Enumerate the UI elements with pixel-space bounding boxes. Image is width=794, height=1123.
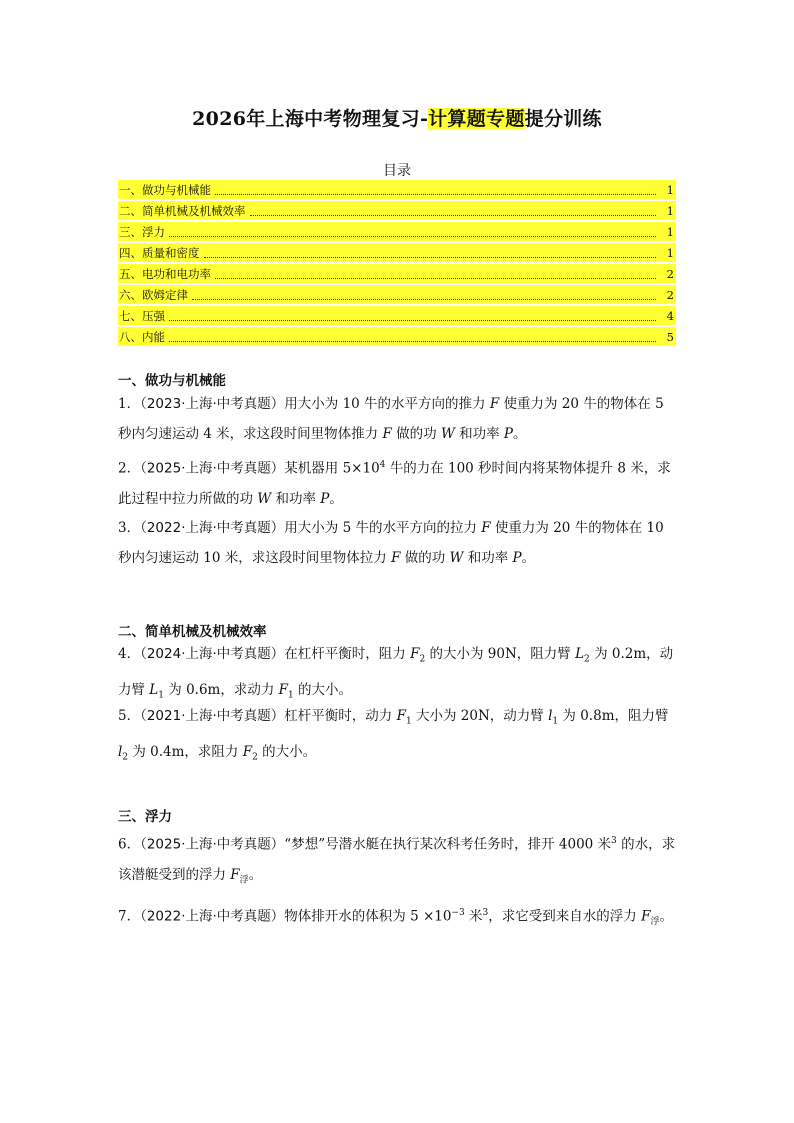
variable: l — [118, 743, 123, 760]
question-text: 和功率 — [454, 426, 504, 442]
subscript: 2 — [419, 654, 426, 665]
variable: F — [481, 520, 491, 536]
question-4 — [118, 639, 680, 710]
question-text: 的水，求该潜艇受到的浮力 — [118, 836, 676, 883]
toc-leader — [215, 184, 656, 195]
question-text: 为 0.4m，求阻力 — [128, 743, 243, 760]
subscript: 1 — [288, 690, 294, 701]
variable: W — [449, 550, 464, 566]
toc-entry[interactable] — [118, 285, 676, 304]
variable: P — [320, 490, 330, 507]
question-2 — [118, 450, 680, 514]
exponent: 4 — [379, 460, 386, 470]
question-text: 。 — [248, 866, 263, 883]
title-highlight: 计算题专题 — [428, 108, 525, 130]
toc-leader — [169, 226, 656, 237]
question-text: 使重力为 20 牛的物体在 10 秒内匀速运动 10 米，求这段时间里物体拉力 — [118, 520, 664, 566]
question-text: 大小为 20N，动力臂 — [411, 708, 549, 724]
toc-entry-label: 六、欧姆定律 — [119, 287, 188, 302]
section-heading: 一、做功与机械能 — [118, 373, 226, 389]
toc-entry[interactable] — [118, 306, 676, 325]
question-text: 某机器用 5×10 — [284, 460, 380, 477]
question-source: （2025·上海·中考真题） — [140, 836, 285, 853]
toc-entry-label: 四、质量和密度 — [119, 245, 200, 260]
question-text: 用大小为 10 牛的水平方向的推力 — [284, 396, 490, 412]
variable: l — [548, 708, 553, 724]
toc-entry-label: 五、电功和电功率 — [119, 266, 211, 281]
question-3 — [118, 513, 680, 573]
question-number: 2． — [118, 460, 141, 477]
subscript: 浮 — [239, 875, 249, 886]
variable: F — [382, 426, 392, 442]
question-text: 。 — [521, 550, 536, 566]
question-text: 牛的力在 100 秒时间内将某物体提升 8 米，求此过程中拉力所做的功 — [118, 460, 671, 507]
question-5 — [118, 701, 680, 772]
subscript: 2 — [252, 752, 258, 763]
question-text: 用大小为 5 牛的水平方向的拉力 — [284, 520, 482, 536]
question-7 — [118, 898, 680, 937]
toc-entry[interactable] — [118, 327, 676, 346]
question-text: 。 — [329, 490, 343, 507]
toc-page-number: 1 — [666, 203, 674, 218]
exponent: 3 — [482, 908, 489, 918]
question-number: 4． — [118, 646, 141, 662]
question-text: 为 0.2m，动力臂 — [118, 646, 674, 698]
toc-page-number: 1 — [666, 224, 674, 239]
subscript: 1 — [158, 690, 164, 701]
question-text: 的大小。 — [257, 743, 317, 760]
subscript: 1 — [405, 716, 412, 727]
toc-leader — [169, 331, 656, 342]
question-text: 杠杆平衡时，动力 — [284, 708, 397, 724]
question-text: 在杠杆平衡时，阻力 — [284, 646, 411, 662]
question-text: ，求它受到来自水的浮力 — [488, 908, 642, 925]
document-title — [0, 104, 794, 131]
variable: F — [489, 396, 500, 412]
question-source: （2023·上海·中考真题） — [140, 396, 285, 412]
question-source: （2021·上海·中考真题） — [140, 708, 285, 724]
question-text: 。 — [659, 908, 673, 925]
toc-leader — [215, 268, 656, 279]
variable: F — [410, 646, 420, 662]
question-text: 做的功 — [400, 550, 450, 566]
question-number: 3． — [118, 520, 141, 536]
table-of-contents — [118, 180, 676, 348]
question-6 — [118, 826, 680, 895]
question-text: 为 0.8m，阻力臂 — [558, 708, 669, 724]
variable: F — [396, 708, 406, 724]
question-text: 米 — [464, 908, 483, 925]
variable: W — [440, 426, 455, 442]
question-source: （2022·上海·中考真题） — [140, 908, 285, 925]
subscript: 2 — [122, 752, 129, 763]
variable: F — [242, 743, 253, 760]
question-source: （2024·上海·中考真题） — [140, 646, 285, 662]
exponent: −3 — [451, 908, 465, 918]
section-heading: 三、浮力 — [118, 809, 172, 825]
section-heading: 二、简单机械及机械效率 — [118, 624, 267, 640]
toc-entry-label: 七、压强 — [119, 308, 165, 323]
toc-page-number: 1 — [666, 245, 674, 260]
question-number: 5． — [118, 708, 141, 724]
question-text: 和功率 — [463, 550, 513, 566]
exponent: 3 — [611, 836, 617, 846]
toc-entry[interactable] — [118, 201, 676, 220]
toc-entry-label: 三、浮力 — [119, 224, 165, 239]
toc-page-number: 1 — [666, 182, 674, 197]
toc-entry[interactable] — [118, 222, 676, 241]
toc-page-number: 4 — [666, 308, 674, 323]
toc-entry-label: 一、做功与机械能 — [119, 182, 211, 197]
variable: L — [149, 681, 159, 698]
question-text: “梦想”号潜水艇在执行某次科考任务时，排开 4000 米 — [284, 836, 612, 853]
question-text: 和功率 — [271, 490, 321, 507]
toc-entry[interactable] — [118, 264, 676, 283]
toc-entry-label: 二、简单机械及机械效率 — [119, 203, 246, 218]
toc-entry[interactable] — [118, 243, 676, 262]
question-text: 的大小。 — [293, 681, 353, 698]
variable: W — [257, 490, 272, 507]
toc-leader — [192, 289, 656, 300]
toc-leader — [204, 247, 657, 258]
question-source: （2022·上海·中考真题） — [140, 520, 285, 536]
question-text: 物体排开水的体积为 5 ×10 — [284, 908, 452, 925]
question-number: 7． — [118, 908, 141, 925]
variable: P — [512, 550, 522, 566]
question-text: 的大小为 90N，阻力臂 — [425, 646, 576, 662]
question-text: 为 0.6m，求动力 — [164, 681, 279, 698]
toc-heading: 目录 — [383, 163, 411, 179]
variable: F — [278, 681, 289, 698]
toc-entry-label: 八、内能 — [119, 329, 165, 344]
question-source: （2025·上海·中考真题） — [140, 460, 285, 477]
title-prefix: 2026年上海中考物理复习- — [192, 108, 429, 130]
subscript: 2 — [584, 654, 590, 665]
toc-page-number: 5 — [666, 329, 674, 344]
variable: P — [503, 426, 514, 442]
toc-entry[interactable] — [118, 180, 676, 199]
question-text: 使重力为 20 牛的物体在 5 秒内匀速运动 4 米，求这段时间里物体推力 — [118, 396, 664, 442]
toc-leader — [169, 310, 656, 321]
question-text: 做的功 — [391, 426, 441, 442]
toc-leader — [250, 205, 657, 216]
question-number: 1． — [118, 396, 141, 412]
variable: F — [391, 550, 401, 566]
question-number: 6． — [118, 836, 141, 853]
toc-page-number: 2 — [666, 287, 674, 302]
subscript: 浮 — [650, 917, 660, 928]
question-1 — [118, 389, 680, 449]
variable: L — [575, 646, 585, 662]
variable: F — [641, 908, 651, 925]
toc-page-number: 2 — [666, 266, 674, 281]
subscript: 1 — [552, 716, 559, 727]
question-text: 。 — [513, 426, 527, 442]
variable: F — [230, 866, 240, 883]
title-suffix: 提分训练 — [524, 108, 602, 130]
